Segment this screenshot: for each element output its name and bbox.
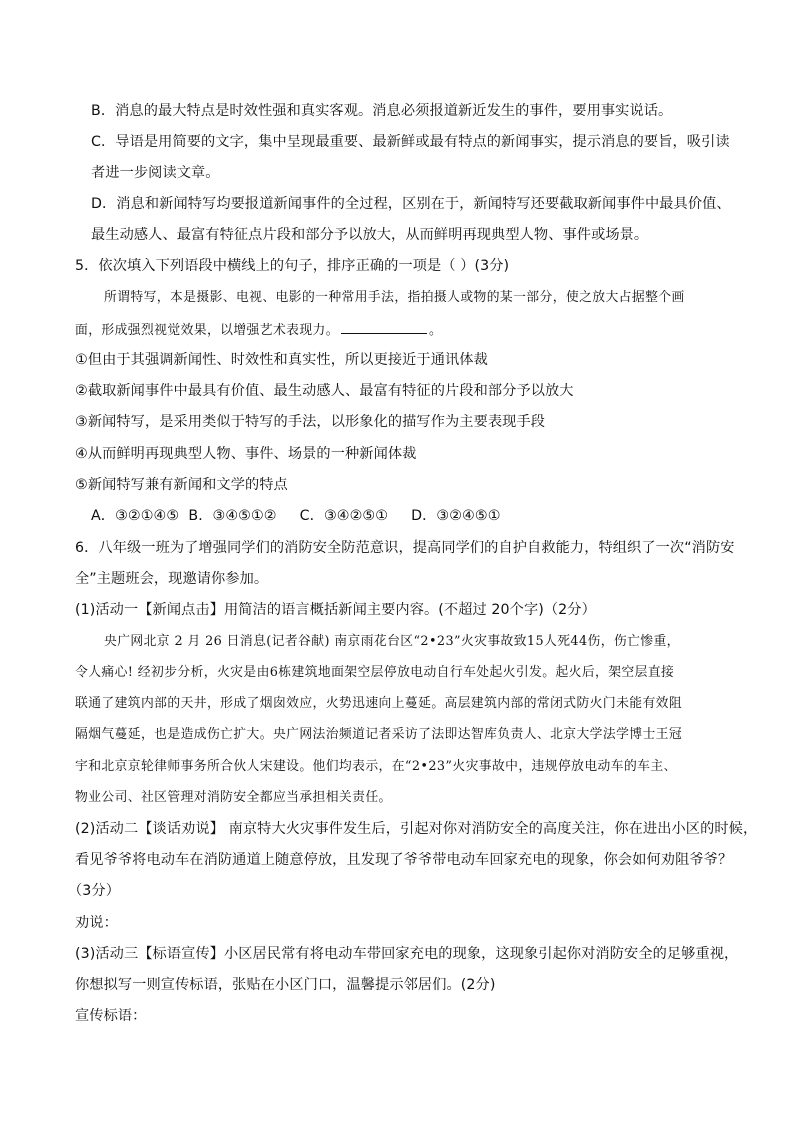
news-line1: 央广网北京 2 月 26 日消息(记者谷献) 南京雨花台区“2•23”火灾事故致15人死44伤，伤亡惨重， (104, 634, 680, 649)
q5-sentence-5: ⑤新闻特写兼有新闻和文学的特点 (75, 477, 288, 493)
q6-activity3-line2: 你想拟写一则宣传标语，张贴在小区门口，温馨提示邻居们。(2分) (75, 977, 496, 993)
news-line6: 物业公司、社区管理对消防安全都应当承担相关责任。 (75, 790, 392, 805)
q5-sentence-2: ②截取新闻事件中最具有价值、最生动感人、最富有特征的片段和部分予以放大 (75, 383, 574, 399)
q4-option-c-line1: C．导语是用简要的文字，集中呈现最重要、最新鲜或最有特点的新闻事实，提示消息的要旨，吸引读 (91, 134, 730, 150)
q5-stem: 5．依次填入下列语段中横线上的句子，排序正确的一项是（ ）(3分) (75, 258, 510, 274)
q4-option-c-line2: 者进一步阅读文章。 (91, 165, 220, 181)
news-line4: 隔烟气蔓延，也是造成伤亡扩大。央广网法治频道记者采访了法即达智库负责人、北京大学法学博士王冠 (75, 727, 683, 742)
q4-option-b: B．消息的最大特点是时效性强和真实客观。消息必须报道新近发生的事件，要用事实说话。 (91, 103, 673, 119)
q5-passage-text: 面，形成强烈视觉效果，以增强艺术表现力。 (75, 323, 339, 338)
q6-activity3-line1: (3)活动三【标语宣传】小区居民常有将电动车带回家充电的现象，这现象引起你对消防安全的足够重视， (75, 946, 739, 962)
q6-activity2-line2: 看见爷爷将电动车在消防通道上随意停放，且发现了爷爷带电动车回家充电的现象，你会如何劝阻爷爷？ (75, 852, 733, 868)
q5-passage-line2 (75, 319, 442, 341)
news-line2: 令人痛心! 经初步分析，火灾是由6栋建筑地面架空层停放电动自行车处起火引发。起火后，架空层直接 (75, 665, 675, 680)
q5-sentence-3: ③新闻特写，是采用类似于特写的手法，以形象化的描写作为主要表现手段 (75, 414, 546, 430)
q5-sentence-1: ①但由于其强调新闻性、时效性和真实性，所以更接近于通讯体裁 (75, 352, 488, 368)
persuasion-answer-label: 劝说： (75, 915, 118, 931)
news-line3: 联通了建筑内部的天井，形成了烟囱效应，火势迅速向上蔓延。高层建筑内部的常闭式防火门未能有效阻 (75, 696, 683, 711)
q5-sentence-4: ④从而鲜明再现典型人物、事件、场景的一种新闻体裁 (75, 446, 417, 462)
q6-stem-line2: 全”主题班会，现邀请你参加。 (75, 571, 269, 587)
q6-stem-line1: 6．八年级一班为了增强同学们的消防安全防范意识，提高同学们的自护自救能力，特组织了一次“消防安 (75, 540, 735, 556)
q5-passage-end: 。 (428, 323, 443, 338)
q6-activity2-score: （3分） (68, 883, 120, 899)
slogan-answer-label: 宣传标语： (75, 1008, 147, 1024)
q6-activity2-line1: (2)活动二【谈话劝说】 南京特大火灾事件发生后，引起对你对消防安全的高度关注，你在进出小区的时候， (75, 821, 758, 837)
q4-option-d-line1: D．消息和新闻特写均要报道新闻事件的全过程，区别在于，新闻特写还要截取新闻事件中最具价值、 (91, 196, 731, 212)
news-line5: 宇和北京京轮律师事务所合伙人宋建设。他们均表示，在“2•23”火灾事故中，违规停放电动车的车主、 (75, 759, 677, 774)
q4-option-d-line2: 最生动感人、最富有特征点片段和部分予以放大，从而鲜明再现典型人物、事件或场景。 (91, 227, 649, 243)
answer-blank[interactable] (341, 319, 427, 334)
q5-passage-line1: 所谓特写，本是摄影、电视、电影的一种常用手法，指拍摄人或物的某一部分，使之放大占据整个画 (104, 290, 685, 305)
q5-choices: A．③②①④⑤ B．③④⑤①② C．③④②⑤① D．③②④⑤① (91, 508, 501, 524)
q6-activity1-title: (1)活动一【新闻点击】用简洁的语言概括新闻主要内容。(不超过 20个字)（2分） (75, 602, 596, 618)
